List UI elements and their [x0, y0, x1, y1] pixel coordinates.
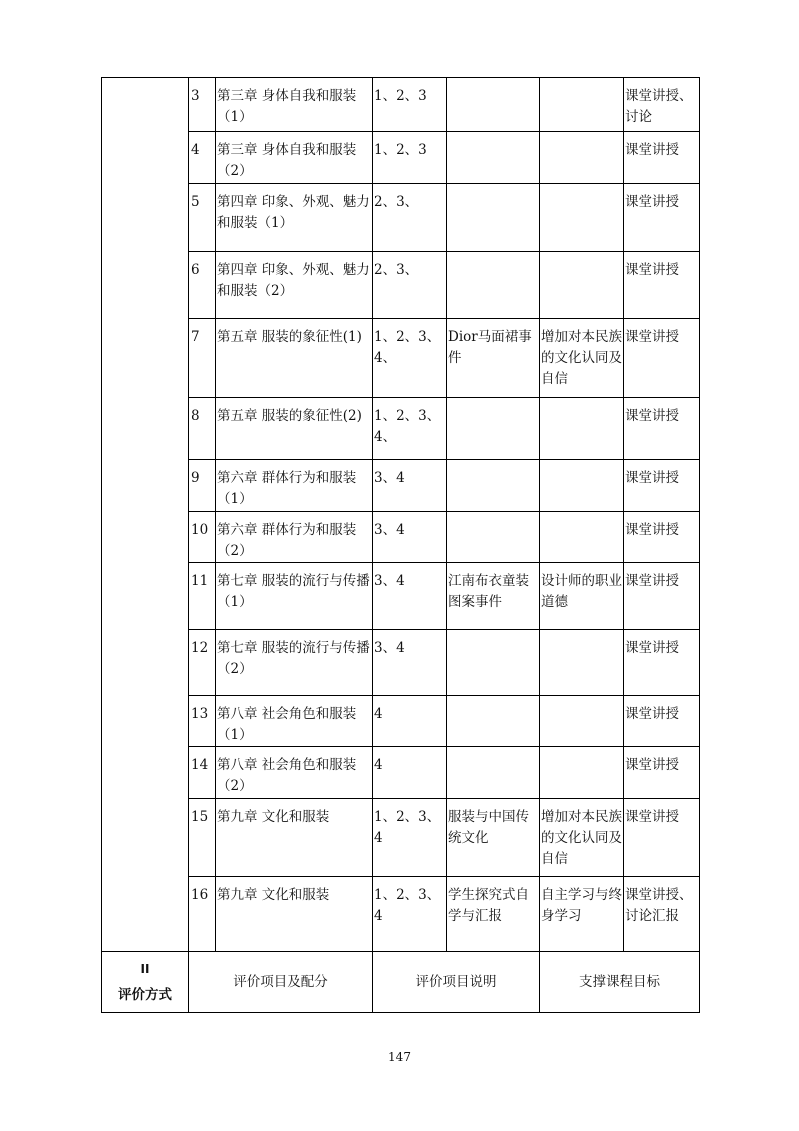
row-case	[447, 78, 540, 132]
row-goals: 1、2、3、4、	[373, 398, 447, 460]
row-goals: 2、3、	[373, 184, 447, 252]
row-ideology: 增加对本民族的文化认同及自信	[540, 319, 624, 398]
row-method: 课堂讲授	[624, 319, 700, 398]
row-method: 课堂讲授	[624, 747, 700, 799]
table-row	[102, 799, 700, 877]
table-row	[102, 747, 700, 799]
row-ideology: 增加对本民族的文化认同及自信	[540, 799, 624, 877]
row-case	[447, 512, 540, 563]
course-schedule-table	[101, 77, 700, 1013]
row-number: 11	[189, 563, 216, 630]
row-case	[447, 747, 540, 799]
evaluation-roman: II	[140, 962, 150, 976]
row-content: 第八章 社会角色和服装（1）	[216, 696, 373, 747]
table-row	[102, 630, 700, 696]
row-content: 第八章 社会角色和服装（2）	[216, 747, 373, 799]
row-number: 6	[189, 252, 216, 319]
row-content: 第三章 身体自我和服装（1）	[216, 78, 373, 132]
row-ideology	[540, 630, 624, 696]
table-row	[102, 78, 700, 132]
row-case	[447, 184, 540, 252]
row-number: 9	[189, 460, 216, 512]
table-row	[102, 252, 700, 319]
row-method: 课堂讲授	[624, 184, 700, 252]
row-case	[447, 132, 540, 184]
row-goals: 2、3、	[373, 252, 447, 319]
table-row	[102, 460, 700, 512]
row-content: 第五章 服装的象征性(1)	[216, 319, 373, 398]
evaluation-desc-header: 评价项目说明	[373, 952, 540, 1013]
row-case: 学生探究式自学与汇报	[447, 877, 540, 952]
evaluation-goals-header: 支撑课程目标	[540, 952, 700, 1013]
row-content: 第六章 群体行为和服装（1）	[216, 460, 373, 512]
evaluation-label: 评价方式	[118, 987, 172, 1003]
row-number: 15	[189, 799, 216, 877]
row-number: 10	[189, 512, 216, 563]
row-number: 13	[189, 696, 216, 747]
row-ideology	[540, 696, 624, 747]
evaluation-header-row	[102, 952, 700, 1013]
row-method: 课堂讲授	[624, 252, 700, 319]
row-case	[447, 398, 540, 460]
table-row	[102, 319, 700, 398]
row-ideology	[540, 512, 624, 563]
row-goals: 1、2、3	[373, 78, 447, 132]
row-case: Dior马面裙事件	[447, 319, 540, 398]
table-row	[102, 696, 700, 747]
row-goals: 4	[373, 747, 447, 799]
row-number: 8	[189, 398, 216, 460]
row-content: 第四章 印象、外观、魅力和服装（2）	[216, 252, 373, 319]
row-case	[447, 460, 540, 512]
row-content: 第六章 群体行为和服装（2）	[216, 512, 373, 563]
row-content: 第三章 身体自我和服装（2）	[216, 132, 373, 184]
row-content: 第四章 印象、外观、魅力和服装（1）	[216, 184, 373, 252]
row-ideology	[540, 184, 624, 252]
table-row	[102, 563, 700, 630]
evaluation-items-header: 评价项目及配分	[189, 952, 373, 1013]
row-method: 课堂讲授	[624, 512, 700, 563]
section-label-cell	[102, 78, 189, 952]
row-goals: 3、4	[373, 460, 447, 512]
row-case: 服装与中国传统文化	[447, 799, 540, 877]
row-goals: 4	[373, 696, 447, 747]
row-ideology	[540, 398, 624, 460]
row-number: 7	[189, 319, 216, 398]
table-row	[102, 877, 700, 952]
row-goals: 3、4	[373, 563, 447, 630]
row-number: 3	[189, 78, 216, 132]
row-number: 16	[189, 877, 216, 952]
table-row	[102, 398, 700, 460]
row-case	[447, 696, 540, 747]
row-goals: 1、2、3、4、	[373, 319, 447, 398]
row-ideology	[540, 78, 624, 132]
row-content: 第九章 文化和服装	[216, 877, 373, 952]
row-goals: 1、2、3、4	[373, 877, 447, 952]
row-method: 课堂讲授	[624, 563, 700, 630]
row-case	[447, 630, 540, 696]
row-case: 江南布衣童装图案事件	[447, 563, 540, 630]
row-ideology: 设计师的职业道德	[540, 563, 624, 630]
row-number: 5	[189, 184, 216, 252]
schedule-body	[102, 78, 700, 952]
row-method: 课堂讲授	[624, 398, 700, 460]
row-number: 12	[189, 630, 216, 696]
row-content: 第五章 服装的象征性(2)	[216, 398, 373, 460]
row-method: 课堂讲授	[624, 696, 700, 747]
row-method: 课堂讲授、讨论	[624, 78, 700, 132]
row-content: 第九章 文化和服装	[216, 799, 373, 877]
row-ideology	[540, 747, 624, 799]
table-row	[102, 184, 700, 252]
evaluation-label-cell	[102, 952, 189, 1013]
row-ideology	[540, 460, 624, 512]
row-ideology	[540, 252, 624, 319]
row-goals: 3、4	[373, 630, 447, 696]
table-row	[102, 512, 700, 563]
row-method: 课堂讲授	[624, 630, 700, 696]
row-goals: 1、2、3、4	[373, 799, 447, 877]
row-number: 14	[189, 747, 216, 799]
row-ideology	[540, 132, 624, 184]
row-number: 4	[189, 132, 216, 184]
table-row	[102, 132, 700, 184]
row-content: 第七章 服装的流行与传播（1）	[216, 563, 373, 630]
row-method: 课堂讲授	[624, 132, 700, 184]
row-ideology: 自主学习与终身学习	[540, 877, 624, 952]
row-case	[447, 252, 540, 319]
page-number: 147	[388, 1050, 411, 1064]
row-method: 课堂讲授、讨论汇报	[624, 877, 700, 952]
row-method: 课堂讲授	[624, 460, 700, 512]
row-method: 课堂讲授	[624, 799, 700, 877]
row-goals: 3、4	[373, 512, 447, 563]
row-goals: 1、2、3	[373, 132, 447, 184]
row-content: 第七章 服装的流行与传播（2）	[216, 630, 373, 696]
